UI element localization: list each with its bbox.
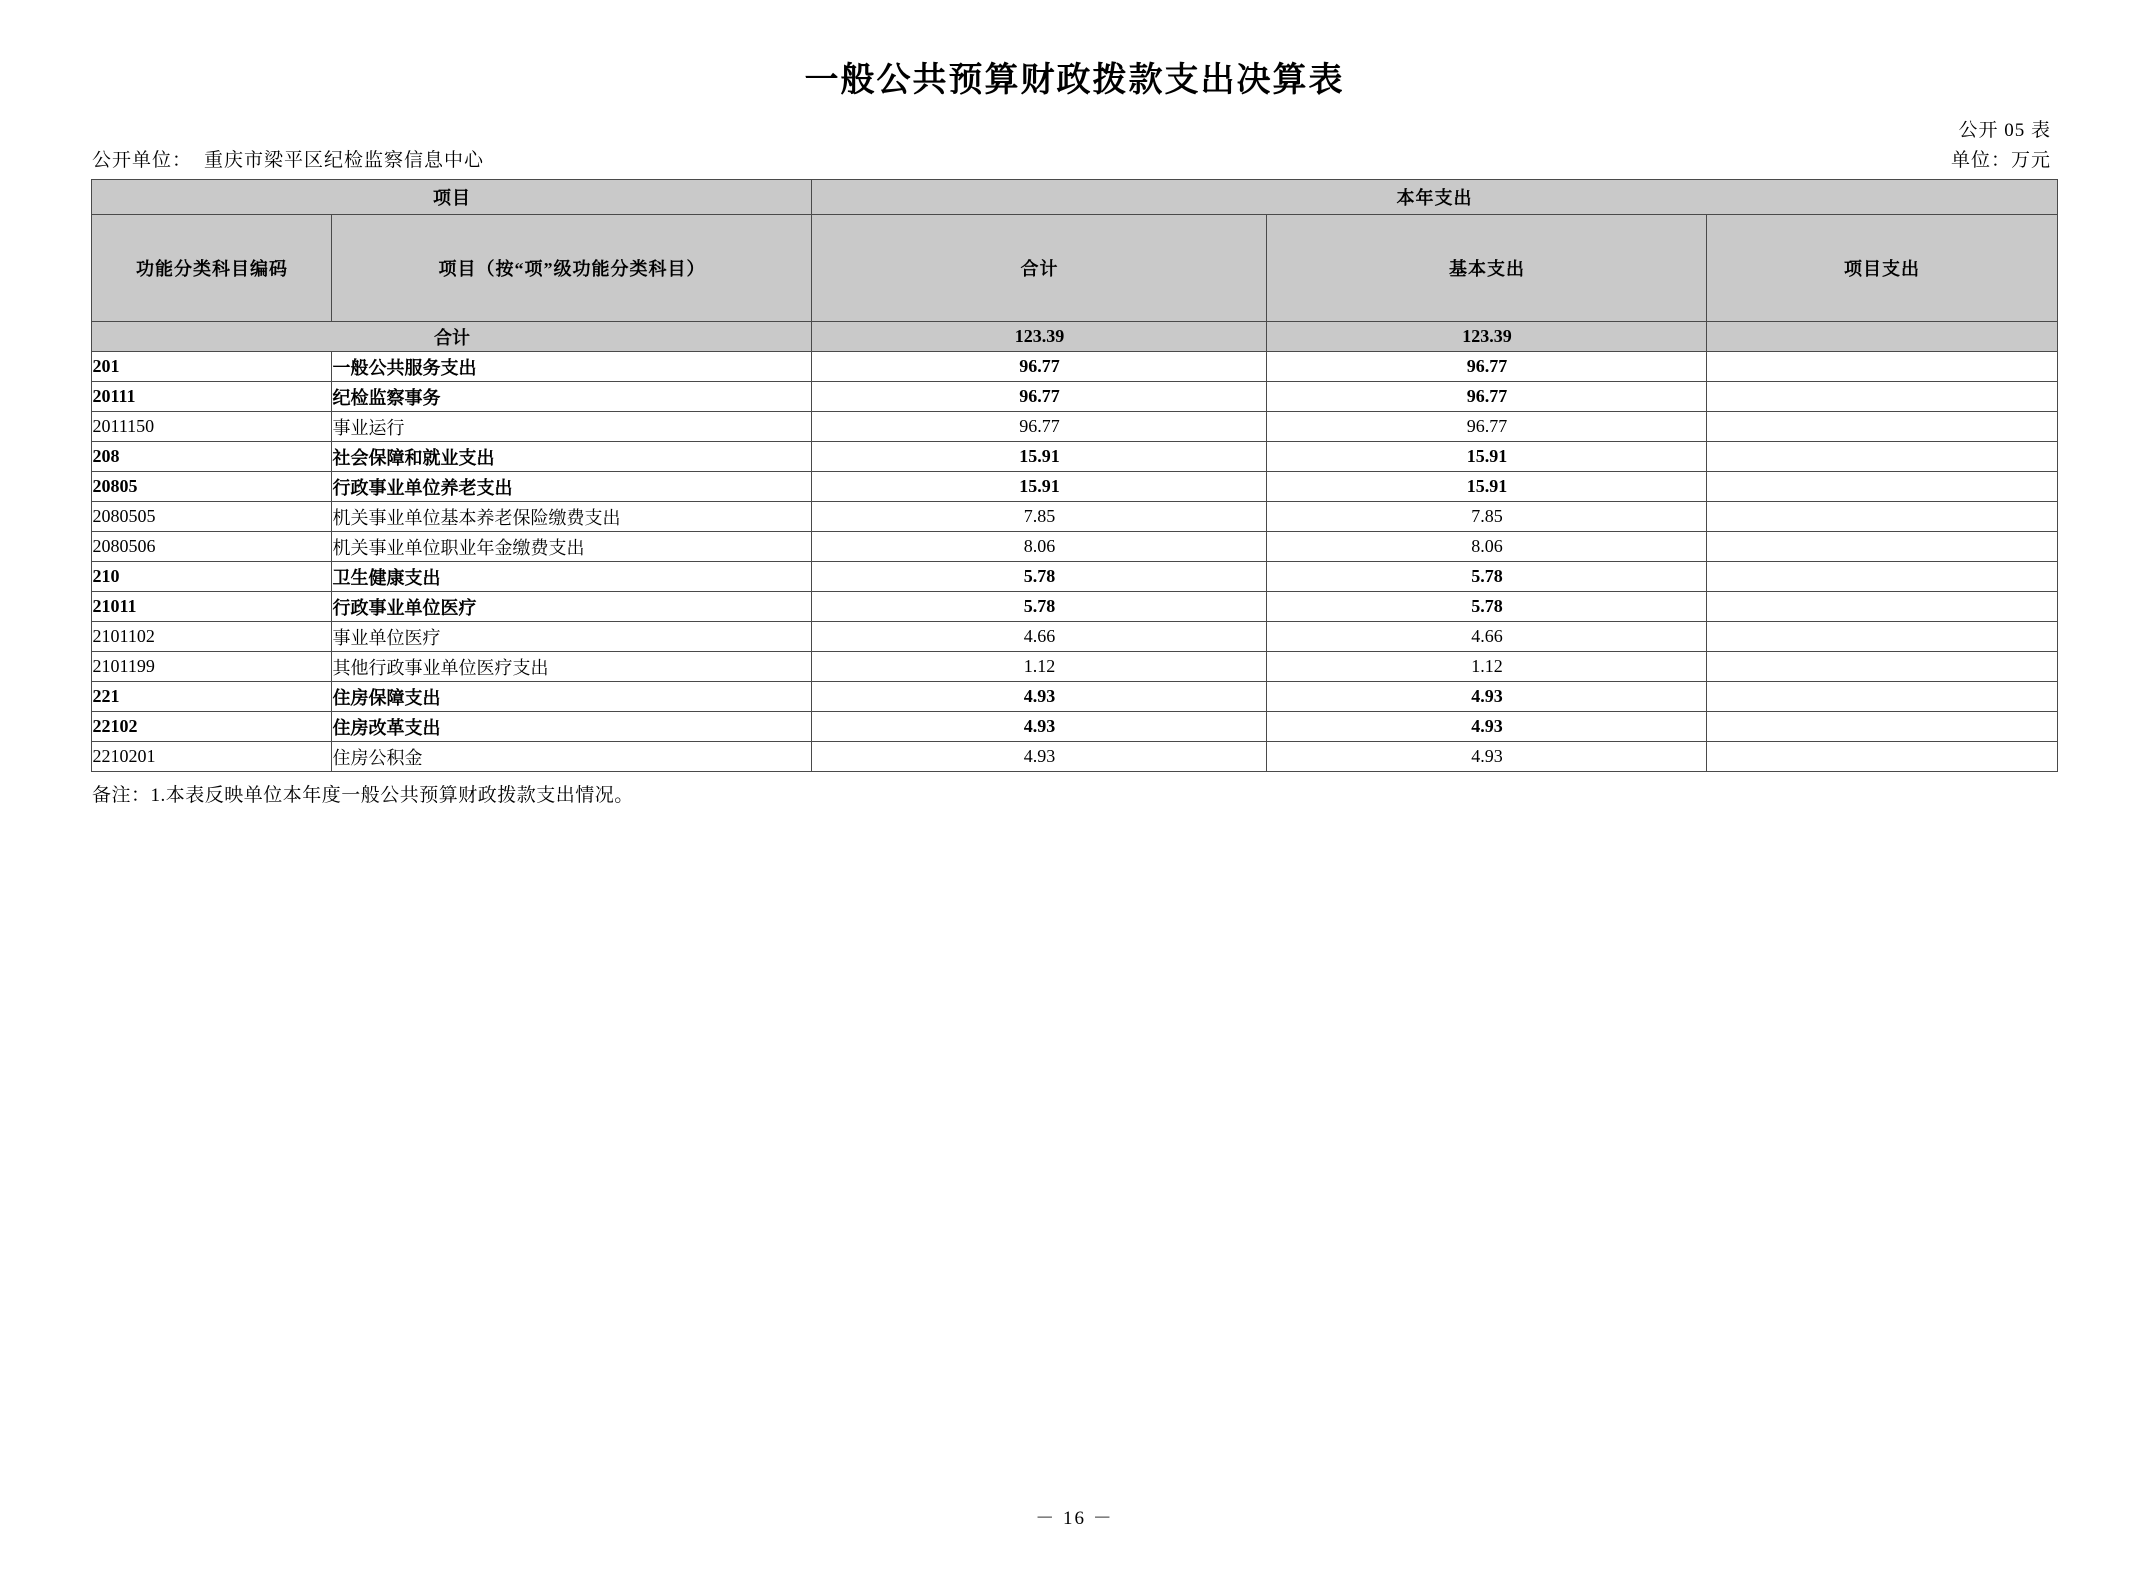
row-sum: 96.77: [812, 382, 1267, 412]
row-project: [1707, 442, 2057, 472]
row-code: 2210201: [92, 742, 332, 772]
row-basic: 4.66: [1267, 622, 1707, 652]
row-project: [1707, 592, 2057, 622]
table-row: [92, 682, 2057, 712]
sheet-code: 公开 05 表: [1958, 120, 2051, 141]
row-name: 事业单位医疗: [332, 622, 812, 652]
row-project: [1707, 622, 2057, 652]
organization-line: [92, 145, 484, 172]
row-basic: 4.93: [1267, 682, 1707, 712]
row-basic: 4.93: [1267, 742, 1707, 772]
row-name: 卫生健康支出: [332, 562, 812, 592]
table-total-row: [92, 322, 2057, 352]
row-code: 2101199: [92, 652, 332, 682]
row-basic: 96.77: [1267, 352, 1707, 382]
table-row: [92, 532, 2057, 562]
row-name: 住房公积金: [332, 742, 812, 772]
row-code: 221: [92, 682, 332, 712]
row-sum: 8.06: [812, 532, 1267, 562]
row-sum: 96.77: [812, 352, 1267, 382]
row-project: [1707, 412, 2057, 442]
row-basic: 15.91: [1267, 442, 1707, 472]
table-row: [92, 502, 2057, 532]
row-code: 22102: [92, 712, 332, 742]
column-header-code: 功能分类科目编码: [92, 215, 332, 322]
row-code: 2101102: [92, 622, 332, 652]
total-basic: 123.39: [1267, 322, 1707, 352]
row-code: 201: [92, 352, 332, 382]
page-number: － 16 －: [1035, 1508, 1114, 1529]
column-header-basic: 基本支出: [1267, 215, 1707, 322]
row-code: 21011: [92, 592, 332, 622]
total-project: [1707, 322, 2057, 352]
row-project: [1707, 352, 2057, 382]
row-code: 210: [92, 562, 332, 592]
row-project: [1707, 652, 2057, 682]
row-basic: 7.85: [1267, 502, 1707, 532]
row-code: 208: [92, 442, 332, 472]
row-code: 2011150: [92, 412, 332, 442]
table-row: [92, 592, 2057, 622]
row-sum: 4.93: [812, 712, 1267, 742]
document-page: [0, 52, 2149, 1572]
table-header-group-row: [92, 180, 2057, 215]
row-name: 行政事业单位养老支出: [332, 472, 812, 502]
row-project: [1707, 562, 2057, 592]
row-name: 一般公共服务支出: [332, 352, 812, 382]
row-code: 2080506: [92, 532, 332, 562]
table-header: [92, 180, 2057, 322]
budget-table: [91, 179, 2057, 772]
row-project: [1707, 742, 2057, 772]
total-label: 合计: [92, 322, 812, 352]
table-row: [92, 742, 2057, 772]
table-row: [92, 652, 2057, 682]
table-row: [92, 472, 2057, 502]
row-basic: 1.12: [1267, 652, 1707, 682]
row-basic: 5.78: [1267, 592, 1707, 622]
table-header-column-row: [92, 215, 2057, 322]
header-group-current-year: 本年支出: [812, 180, 2057, 215]
table-row: [92, 712, 2057, 742]
row-sum: 7.85: [812, 502, 1267, 532]
table-row: [92, 352, 2057, 382]
row-name: 机关事业单位职业年金缴费支出: [332, 532, 812, 562]
row-name: 社会保障和就业支出: [332, 442, 812, 472]
row-name: 机关事业单位基本养老保险缴费支出: [332, 502, 812, 532]
row-name: 纪检监察事务: [332, 382, 812, 412]
table-row: [92, 412, 2057, 442]
column-header-name: 项目（按“项”级功能分类科目）: [332, 215, 812, 322]
row-project: [1707, 382, 2057, 412]
row-project: [1707, 712, 2057, 742]
row-sum: 4.66: [812, 622, 1267, 652]
organization-name: 重庆市梁平区纪检监察信息中心: [204, 150, 485, 171]
row-sum: 5.78: [812, 562, 1267, 592]
organization-label: 公开单位：: [92, 150, 193, 171]
row-sum: 15.91: [812, 472, 1267, 502]
page-title: 一般公共预算财政拨款支出决算表: [804, 62, 1345, 99]
total-sum: 123.39: [812, 322, 1267, 352]
row-code: 20111: [92, 382, 332, 412]
row-basic: 8.06: [1267, 532, 1707, 562]
row-name: 住房保障支出: [332, 682, 812, 712]
row-name: 事业运行: [332, 412, 812, 442]
row-sum: 5.78: [812, 592, 1267, 622]
table-note: 备注：1.本表反映单位本年度一般公共预算财政拨款支出情况。: [92, 785, 634, 806]
row-name: 其他行政事业单位医疗支出: [332, 652, 812, 682]
unit-label: 单位：万元: [1950, 150, 2051, 171]
row-sum: 96.77: [812, 412, 1267, 442]
table-row: [92, 562, 2057, 592]
row-sum: 1.12: [812, 652, 1267, 682]
row-basic: 4.93: [1267, 712, 1707, 742]
table-body: [92, 322, 2057, 772]
row-code: 20805: [92, 472, 332, 502]
row-basic: 5.78: [1267, 562, 1707, 592]
row-project: [1707, 682, 2057, 712]
row-sum: 15.91: [812, 442, 1267, 472]
row-project: [1707, 532, 2057, 562]
row-project: [1707, 502, 2057, 532]
table-row: [92, 382, 2057, 412]
table-row: [92, 622, 2057, 652]
header-group-project: 项目: [92, 180, 812, 215]
row-name: 住房改革支出: [332, 712, 812, 742]
row-project: [1707, 472, 2057, 502]
row-basic: 96.77: [1267, 412, 1707, 442]
column-header-sum: 合计: [812, 215, 1267, 322]
row-code: 2080505: [92, 502, 332, 532]
row-basic: 15.91: [1267, 472, 1707, 502]
row-basic: 96.77: [1267, 382, 1707, 412]
table-row: [92, 442, 2057, 472]
row-sum: 4.93: [812, 682, 1267, 712]
column-header-project: 项目支出: [1707, 215, 2057, 322]
document-meta: [0, 120, 2149, 173]
row-name: 行政事业单位医疗: [332, 592, 812, 622]
row-sum: 4.93: [812, 742, 1267, 772]
